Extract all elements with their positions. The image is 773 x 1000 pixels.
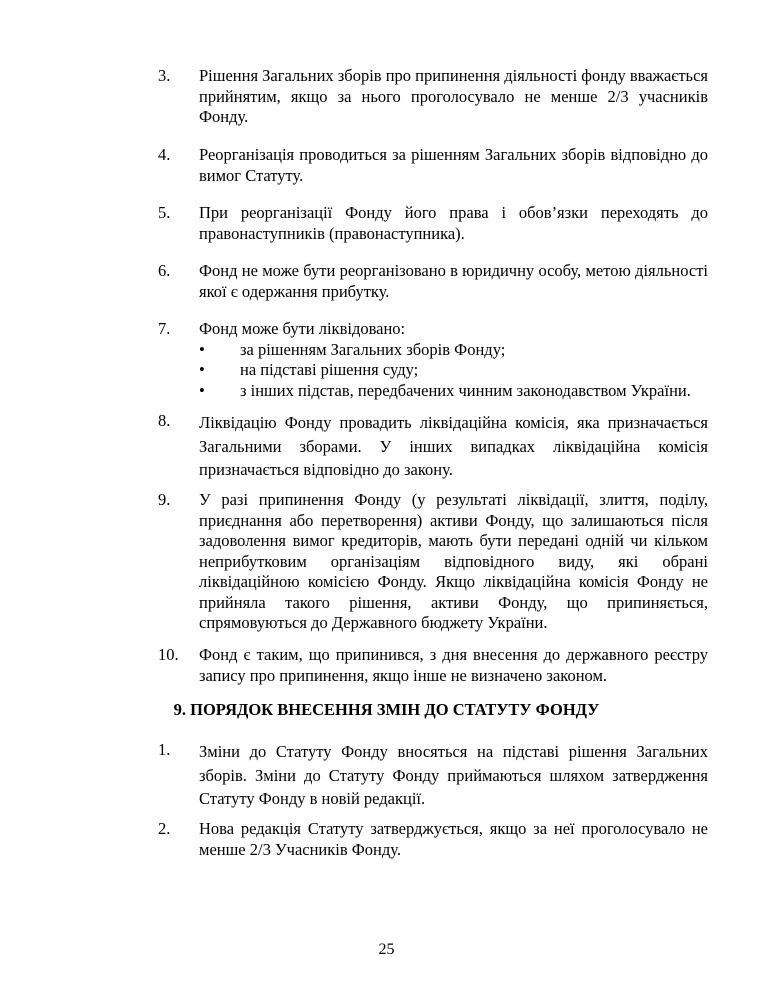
- text-line: Фонд не може бути реорганізовано в юридичну особу, метою діяльності: [199, 261, 708, 280]
- text-line: призначається відповідно до закону.: [199, 460, 453, 479]
- bullet-list: [199, 340, 708, 402]
- item-text: [199, 740, 708, 811]
- text-line: Загальними зборами. У інших випадках ліквідаційна комісія: [199, 436, 708, 456]
- bullet-icon: •: [199, 339, 205, 359]
- bullet-item: [199, 340, 708, 361]
- bullet-item: [199, 381, 708, 402]
- item-text: [199, 145, 708, 186]
- text-line: запису про припинення, якщо інше не визначено законом.: [199, 665, 608, 685]
- item-text: [199, 490, 708, 634]
- text-line: вимог Статуту.: [199, 165, 304, 185]
- text-line: Нова редакція Статуту затверджується, якщо за неї проголосувало не: [199, 819, 708, 838]
- item-text: [199, 319, 708, 340]
- item-text: [199, 66, 708, 128]
- text-line: ліквідаційною комісією Фонду. Якщо ліквідаційна комісія Фонду не: [199, 572, 708, 591]
- bullet-icon: •: [199, 380, 205, 400]
- item-number: 1.: [158, 740, 171, 759]
- text-line: приєднання або перетворення) активи Фонду, що залишаються після: [199, 510, 708, 530]
- text-line: правонаступників (правонаступника).: [199, 223, 465, 243]
- item-text: [199, 411, 708, 482]
- text-line: Статуту Фонду в новій редакції.: [199, 789, 426, 808]
- text-line: Зміни до Статуту Фонду вносяться на підставі рішення Загальних: [199, 742, 708, 761]
- text-line: При реорганізації Фонду його права і обов’язки переходять до: [199, 203, 708, 222]
- text-line: задоволення вимог кредиторів, мають бути передані одній чи кільком: [199, 531, 708, 550]
- text-line: Реорганізація проводиться за рішенням Загальних зборів відповідно до: [199, 145, 708, 164]
- bullet-text: з інших підстав, передбачених чинним законодавством України.: [240, 380, 691, 400]
- bullet-icon: •: [199, 360, 205, 379]
- section-heading: 9. ПОРЯДОК ВНЕСЕННЯ ЗМІН ДО СТАТУТУ ФОНДУ: [173, 700, 600, 719]
- text-line: зборів. Зміни до Статуту Фонду приймаються шляхом затвердження: [199, 765, 708, 785]
- item-number: 8.: [158, 411, 171, 430]
- text-line: менше 2/3 Учасників Фонду.: [199, 839, 401, 859]
- item-number: 6.: [158, 261, 171, 280]
- item-text: [199, 645, 708, 686]
- item-number: 2.: [158, 819, 171, 838]
- text-line: прийнятим, якщо за нього проголосувало не менше 2/3 учасників: [199, 86, 708, 106]
- text-line: неприбутковим організаціям відповідного виду, які обрані: [199, 551, 708, 571]
- text-line: спрямовуються до Державного бюджету України.: [199, 613, 548, 632]
- text-line: Ліквідацію Фонду провадить ліквідаційна комісія, яка призначається: [199, 413, 708, 432]
- item-text: [199, 203, 708, 244]
- text-line: Фонду.: [199, 107, 249, 126]
- item-number: 5.: [158, 203, 171, 222]
- item-number: 4.: [158, 145, 171, 164]
- item-text: [199, 261, 708, 302]
- item-number: 3.: [158, 66, 171, 85]
- page-number: 25: [378, 941, 395, 958]
- item-number: 10.: [158, 645, 179, 664]
- text-line: У разі припинення Фонду (у результаті ліквідації, злиття, поділу,: [199, 490, 708, 509]
- bullet-text: за рішенням Загальних зборів Фонду;: [240, 339, 506, 359]
- item-number: 7.: [158, 319, 171, 338]
- item-text: [199, 819, 708, 860]
- text-line: Фонд може бути ліквідовано:: [199, 319, 406, 338]
- bullet-item: [199, 360, 708, 381]
- text-line: Фонд є таким, що припинився, з дня внесення до державного реєстру: [199, 645, 708, 664]
- text-line: прийняла такого рішення, активи Фонду, що припиняється,: [199, 592, 708, 612]
- bullet-text: на підставі рішення суду;: [240, 360, 419, 379]
- text-line: якої є одержання прибутку.: [199, 281, 390, 301]
- item-number: 9.: [158, 490, 171, 509]
- text-line: Рішення Загальних зборів про припинення діяльності фонду вважається: [199, 66, 708, 85]
